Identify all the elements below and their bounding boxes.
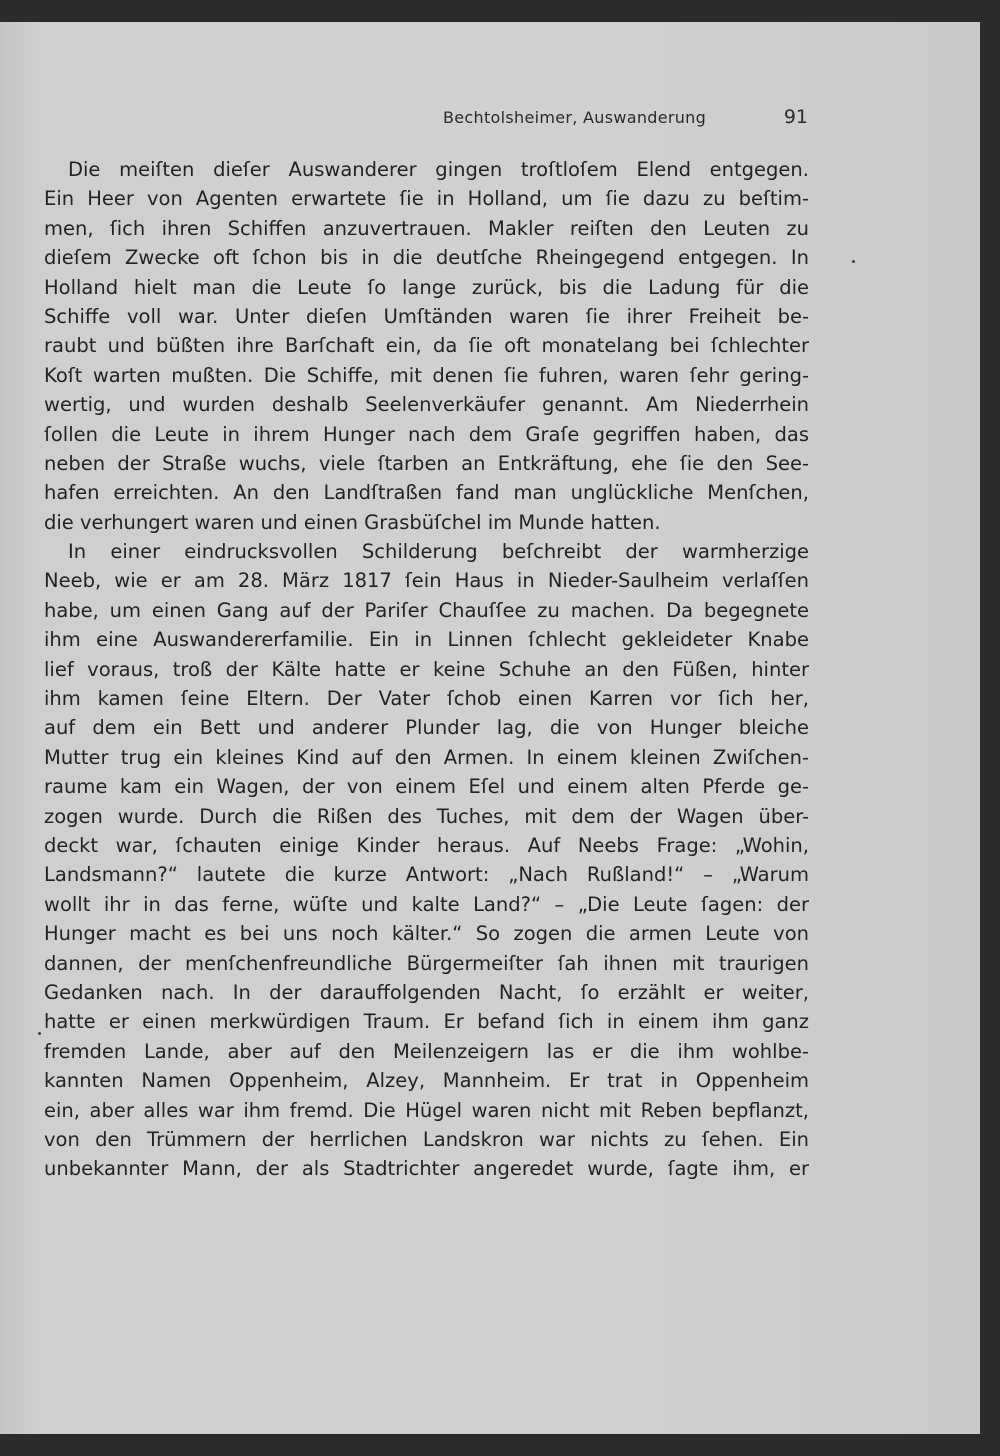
text-line: ihm kamen ſeine Eltern. Der Vater ſchob einen Karren vor ſich her, <box>44 687 809 711</box>
text-line: wertig, und wurden deshalb Seelenverkäufer genannt. Am Niederrhein <box>44 393 809 417</box>
text-line: ihm eine Auswandererfamilie. Ein in Linnen ſchlecht gekleideter Knabe <box>44 628 809 652</box>
text-line: Die meiſten dieſer Auswanderer gingen troſtloſem Elend entgegen. <box>68 158 809 181</box>
text-line: habe, um einen Gang auf der Pariſer Chauſſee zu machen. Da begegnete <box>44 598 809 622</box>
text-line: auf dem ein Bett und anderer Plunder lag, die von Hunger bleiche <box>44 716 809 740</box>
text-line: kannten Namen Oppenheim, Alzey, Mannheim. Er trat in Oppenheim <box>44 1069 809 1093</box>
text-line: ein, aber alles war ihm fremd. Die Hügel waren nicht mit Reben bepflanzt, <box>44 1098 809 1122</box>
page-header <box>443 106 808 132</box>
text-line: Neeb, wie er am 28. März 1817 ſein Haus in Nieder-Saulheim verlaſſen <box>44 569 809 593</box>
text-line: men, ſich ihren Schiffen anzuvertrauen. Makler reiſten den Leuten zu <box>44 216 809 240</box>
text-line: neben der Straße wuchs, viele ſtarben an Entkräftung, ehe ſie den See- <box>44 451 809 475</box>
paragraph-2 <box>44 537 809 1184</box>
text-line: Mutter trug ein kleines Kind auf den Armen. In einem kleinen Zwiſchen- <box>44 745 809 769</box>
text-line: hafen erreichten. An den Landſtraßen fand man unglückliche Menſchen, <box>44 481 809 505</box>
text-line: zogen wurde. Durch die Rißen des Tuches, mit dem der Wagen über- <box>44 804 809 828</box>
text-line: die verhungert waren und einen Grasbüſchel im Munde hatten. <box>44 510 661 534</box>
running-head: Bechtolsheimer, Auswanderung <box>443 108 707 127</box>
text-line: dannen, der menſchenfreundliche Bürgermeiſter ſah ihnen mit traurigen <box>44 951 809 975</box>
text-line: hatte er einen merkwürdigen Traum. Er befand ſich in einem ihm ganz <box>44 1010 809 1034</box>
text-line: Ein Heer von Agenten erwartete ſie in Holland, um ſie dazu zu beſtim- <box>44 187 809 211</box>
text-line: Holland hielt man die Leute ſo lange zurück, bis die Ladung für die <box>44 275 809 299</box>
paper-speck <box>38 1032 41 1035</box>
text-line: In einer eindrucksvollen Schilderung beſchreibt der warmherzige <box>68 540 809 564</box>
page-number: 91 <box>783 106 808 128</box>
paragraph-1 <box>44 155 809 537</box>
paper-speck <box>852 260 855 263</box>
text-line: Schiffe voll war. Unter dieſen Umſtänden waren ſie ihrer Freiheit be- <box>44 304 809 328</box>
text-line: ſollen die Leute in ihrem Hunger nach dem Graſe gegriffen haben, das <box>44 422 809 446</box>
text-line: lief voraus, troß der Kälte hatte er keine Schuhe an den Füßen, hinter <box>44 657 809 681</box>
text-line: wollt ihr in das ferne, wüſte und kalte Land?“ – „Die Leute ſagen: der <box>44 892 809 916</box>
text-line: raume kam ein Wagen, der von einem Eſel und einem alten Pferde ge- <box>44 775 809 799</box>
book-page <box>0 22 980 1434</box>
text-line: Landsmann?“ lautete die kurze Antwort: „Nach Rußland!“ – „Warum <box>44 863 809 887</box>
text-line: dieſem Zwecke oft ſchon bis in die deutſche Rheingegend entgegen. In <box>44 246 809 270</box>
text-line: fremden Lande, aber auf den Meilenzeigern las er die ihm wohlbe- <box>44 1039 809 1063</box>
text-line: Gedanken nach. In der darauffolgenden Nacht, ſo erzählt er weiter, <box>44 980 809 1004</box>
text-line: unbekannter Mann, der als Stadtrichter angeredet wurde, ſagte ihm, er <box>44 1157 809 1181</box>
text-line: raubt und büßten ihre Barſchaft ein, da ſie oft monatelang bei ſchlechter <box>44 334 809 358</box>
text-line: deckt war, ſchauten einige Kinder heraus. Auf Neebs Frage: „Wohin, <box>44 833 809 857</box>
body-text <box>44 155 809 1184</box>
text-line: von den Trümmern der herrlichen Landskron war nichts zu ſehen. Ein <box>44 1127 809 1151</box>
text-line: Hunger macht es bei uns noch kälter.“ So zogen die armen Leute von <box>44 922 809 946</box>
text-line: Koſt warten mußten. Die Schiffe, mit denen ſie fuhren, waren ſehr gering- <box>44 363 809 387</box>
